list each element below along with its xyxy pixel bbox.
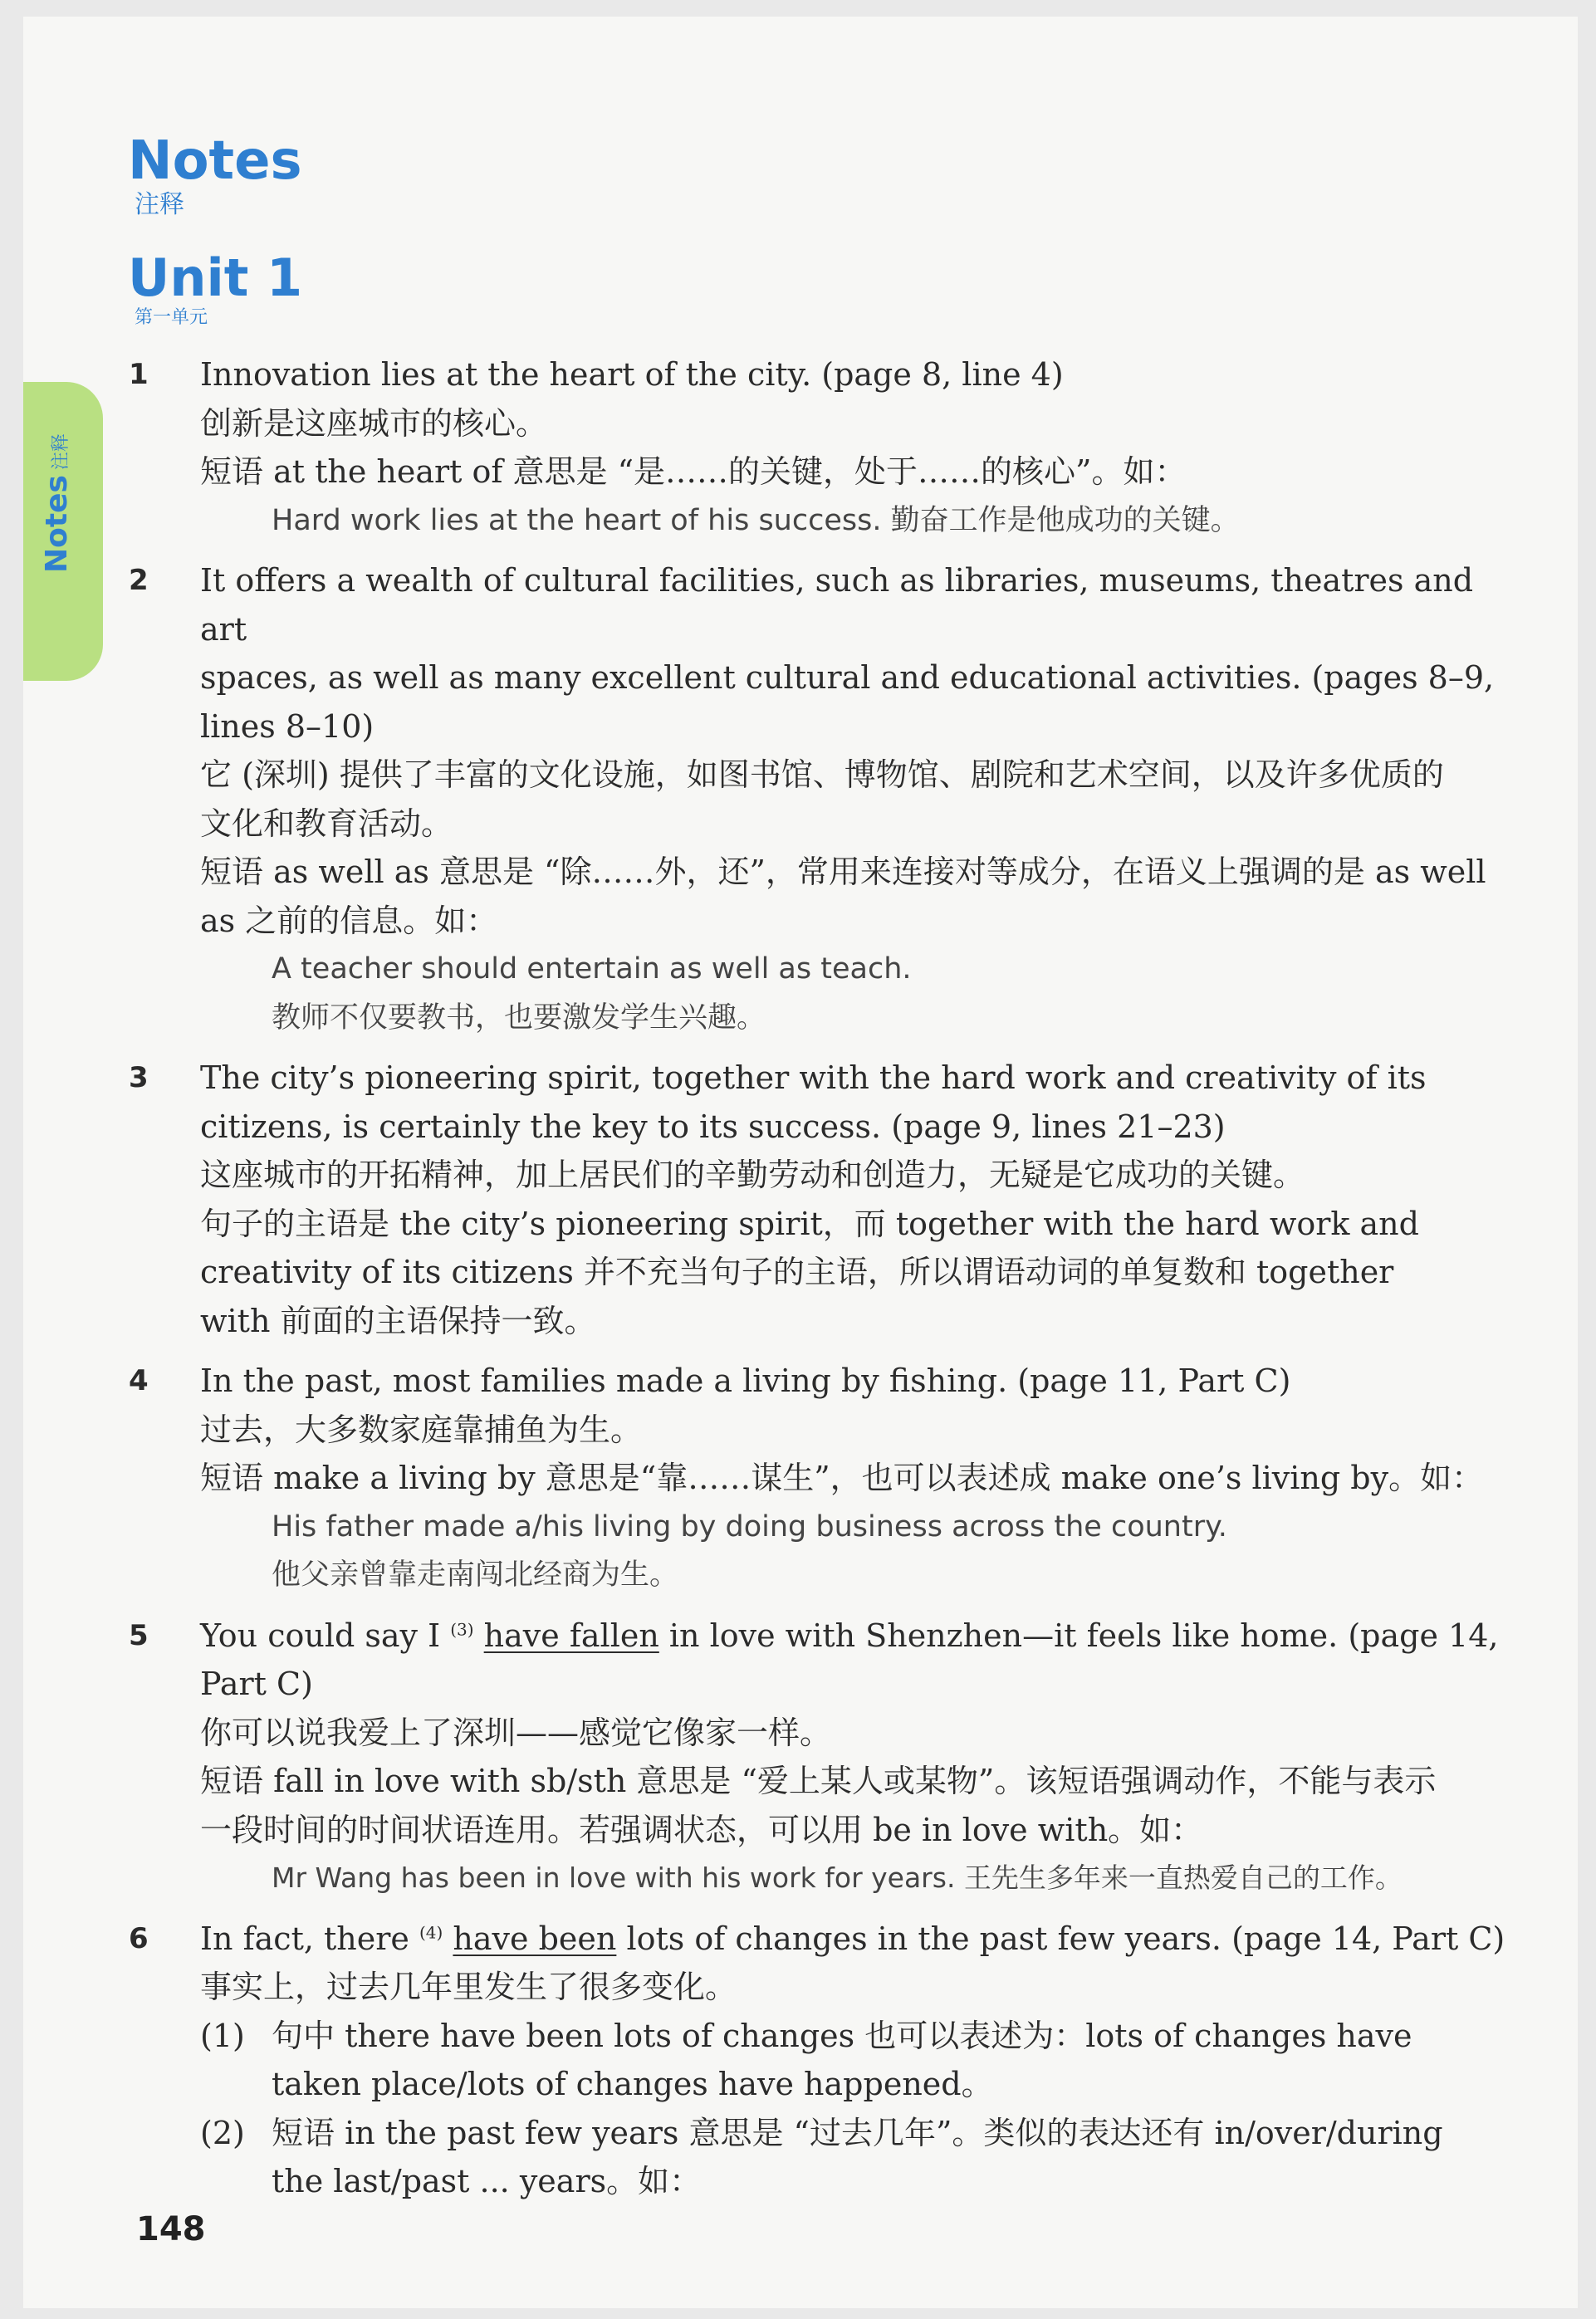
note-number: 6 (129, 1921, 149, 1955)
page-title-zh: 注释 (135, 190, 184, 219)
sub-point-2 (200, 2109, 1524, 2206)
note-sentence-line: Part C) (200, 1666, 313, 1702)
note-sentence (200, 1915, 1524, 1964)
note-example: Mr Wang has been in love with his work for years. 王先生多年来一直热爱自己的工作。 (272, 1862, 1403, 1894)
note-item-5 (129, 1612, 1524, 1903)
sub-point-line: the last/past ... years。如： (272, 2163, 702, 2199)
note-item-4 (129, 1357, 1524, 1600)
note-sentence (200, 1612, 1524, 1661)
sub-point-line: 短语 in the past few years 意思是 “过去几年”。类似的表达还有 in/over/during (272, 2114, 1443, 2151)
note-number: 5 (129, 1618, 149, 1652)
side-tab-label (40, 433, 74, 573)
note-translation: 你可以说我爱上了深圳——感觉它像家一样。 (200, 1714, 832, 1751)
footnote-marker: (4) (419, 1921, 443, 1942)
note-explanation-line: as 之前的信息。如： (200, 902, 498, 939)
note-translation: 事实上，过去几年里发生了很多变化。 (200, 1969, 737, 2005)
underlined-phrase: have been (453, 1920, 617, 1957)
note-number: 3 (129, 1061, 149, 1094)
note-example-zh: 他父亲曾靠走南闯北经商为生。 (272, 1558, 679, 1592)
underlined-phrase: have fallen (483, 1617, 659, 1654)
note-explanation-line: with 前面的主语保持一致。 (200, 1302, 596, 1339)
note-translation-line: 它 (深圳) 提供了丰富的文化设施，如图书馆、博物馆、剧院和艺术空间，以及许多优质的 (200, 756, 1444, 793)
sub-point-line: 句中 there have been lots of changes 也可以表述为：lots of changes have (272, 2017, 1412, 2054)
note-sentence: In the past, most families made a living by fishing. (page 11, Part C) (200, 1363, 1291, 1399)
note-explanation-line: 句子的主语是 the city’s pioneering spirit，而 together with the hard work and (200, 1205, 1419, 1242)
note-explanation-line: 短语 as well as 意思是 “除……外，还”，常用来连接对等成分，在语义上强调的是 as well (200, 854, 1486, 890)
note-explanation-line: creativity of its citizens 并不充当句子的主语，所以谓语动词的单复数和 together (200, 1254, 1394, 1290)
note-example-en: A teacher should entertain as well as teach. (272, 952, 912, 986)
unit-title-zh: 第一单元 (135, 307, 208, 328)
note-sentence-line: spaces, as well as many excellent cultural and educational activities. (pages 8–9, (200, 659, 1495, 696)
note-translation: 创新是这座城市的核心。 (200, 404, 548, 442)
sub-point-label: (2) (200, 2114, 245, 2151)
note-item-2 (129, 556, 1524, 1042)
note-translation: 过去，大多数家庭靠捕鱼为生。 (200, 1411, 643, 1448)
note-number: 4 (129, 1364, 149, 1397)
sub-point-label: (1) (200, 2017, 245, 2054)
sub-point-line: taken place/lots of changes have happened。 (272, 2066, 993, 2102)
note-example: Hard work lies at the heart of his success. 勤奋工作是他成功的关键。 (272, 503, 1240, 537)
note-item-1 (129, 350, 1524, 545)
sentence-text: You could say I (200, 1617, 441, 1654)
note-explanation-line: 一段时间的时间状语连用。若强调状态，可以用 be in love with。如： (200, 1811, 1203, 1848)
sub-point-1 (200, 2012, 1524, 2109)
footnote-marker: (3) (450, 1618, 474, 1639)
page-title: Notes (128, 130, 302, 192)
sentence-text: lots of changes in the past few years. (page 14, Part C) (626, 1920, 1505, 1957)
note-item-3 (129, 1054, 1524, 1345)
note-example-zh: 教师不仅要教书，也要激发学生兴趣。 (272, 1000, 766, 1035)
side-tab-label-zh: 注释 (51, 433, 71, 471)
notes-list (129, 350, 1524, 2218)
note-sentence-line: citizens, is certainly the key to its success. (page 9, lines 21–23) (200, 1108, 1226, 1145)
note-sentence-line: It offers a wealth of cultural facilities, such as libraries, museums, theatres and art (200, 562, 1474, 648)
note-number: 1 (129, 358, 149, 391)
note-example-en: His father made a/his living by doing business across the country. (272, 1509, 1227, 1544)
note-sentence-line: The city’s pioneering spirit, together with the hard work and creativity of its (200, 1059, 1427, 1096)
note-sentence: Innovation lies at the heart of the city. (page 8, line 4) (200, 356, 1064, 393)
note-explanation: 短语 at the heart of 意思是 “是……的关键，处于……的核心”。如： (200, 453, 1187, 490)
sentence-text: in love with Shenzhen—it feels like home. (page 14, (668, 1617, 1499, 1654)
note-translation: 这座城市的开拓精神，加上居民们的辛勤劳动和创造力，无疑是它成功的关键。 (200, 1157, 1305, 1193)
side-tab-label-en: Notes (40, 475, 74, 573)
note-number: 2 (129, 564, 149, 597)
sentence-text: In fact, there (200, 1920, 409, 1957)
page-number: 148 (136, 2210, 206, 2248)
note-translation-line: 文化和教育活动。 (200, 805, 453, 842)
note-sentence-line: lines 8–10) (200, 707, 375, 745)
note-explanation-line: 短语 fall in love with sb/sth 意思是 “爱上某人或某物”。该短语强调动作，不能与表示 (200, 1763, 1437, 1799)
unit-title: Unit 1 (128, 247, 303, 308)
note-item-6 (129, 1915, 1524, 2206)
note-explanation: 短语 make a living by 意思是“靠……谋生”，也可以表述成 make one’s living by。如： (200, 1460, 1484, 1496)
